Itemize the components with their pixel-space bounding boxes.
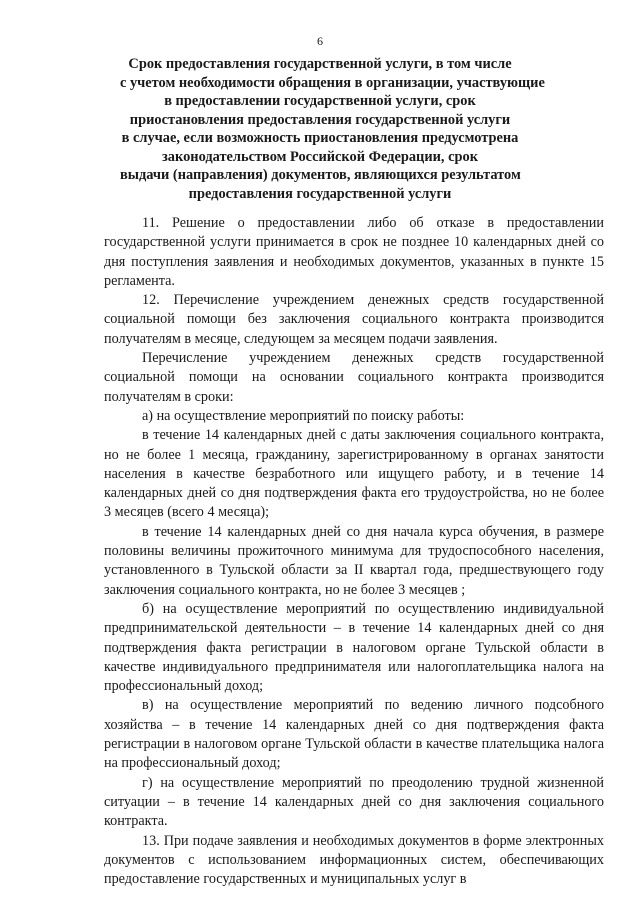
item-a-term-2: в течение 14 календарных дней со дня начала курса обучения, в размере половины величины прожиточного минимума для трудоспособного населения, установленного в Тульской области за II квартал года, предшествующего году заключения социального контракта, но не более 3 месяцев ;	[104, 523, 604, 598]
item-a: а) на осуществление мероприятий по поиску работы:	[142, 407, 465, 424]
heading-line: с учетом необходимости обращения в организации, участвующие	[120, 74, 545, 91]
heading-line: приостановления предоставления государственной услуги	[129, 111, 511, 128]
heading-line: предоставления государственной услуги	[188, 185, 452, 202]
page-number: 6	[317, 34, 323, 48]
paragraph-transfer-terms: Перечисление учреждением денежных средств государственной социальной помощи на основании социального контракта производится получателям в сроки:	[104, 350, 604, 405]
paragraph-11: 11. Решение о предоставлении либо об отказе в предоставлении государственной услуги принимается в срок не позднее 10 календарных дней со дня поступления заявления и необходимых документов, указанных в пункте 15 регламента.	[104, 215, 604, 289]
document-body	[104, 214, 604, 889]
item-v: в) на осуществление мероприятий по ведению личного подсобного хозяйства – в течение 14 календарных дней со дня подтверждения факта регистрации в налоговом органе Тульской области в качестве плательщика налога на профессиональный доход;	[104, 697, 604, 772]
item-b: б) на осуществление мероприятий по осуществлению индивидуальной предпринимательской деятельности – в течение 14 календарных дней со дня подтверждения факта регистрации в налоговом органе Тульской области в качестве индивидуального предпринимателя или налогоплательщика налога на профессиональный доход;	[104, 600, 604, 695]
heading-line: в случае, если возможность приостановления предусмотрена	[121, 130, 519, 146]
heading-line: выдачи (направления) документов, являющихся результатом	[120, 167, 521, 183]
item-g: г) на осуществление мероприятий по преодолению трудной жизненной ситуации – в течение 14 календарных дней со дня заключения социального контракта.	[104, 774, 604, 830]
item-a-term-1: в течение 14 календарных дней с даты заключения социального контракта, но не более 1 месяца, гражданину, зарегистрированному в органах занятости населения в качестве безработного или ищущего работу, и в течение 14 календарных дней со дня подтверждения факта его трудоустройства, но не более 3 месяцев (всего 4 месяца);	[104, 427, 604, 521]
paragraph-12: 12. Перечисление учреждением денежных средств государственной социальной помощи без заключения социального контракта производится получателям в месяце, следующем за месяцем подачи заявления.	[104, 292, 604, 347]
heading-line: в предоставлении государственной услуги, срок	[164, 93, 476, 109]
paragraph-13: 13. При подаче заявления и необходимых документов в форме электронных документов с использованием информационных систем, обеспечивающих предоставление государственных и муниципальных услуг в	[104, 832, 604, 888]
heading-line: законодательством Российской Федерации, срок	[162, 148, 478, 165]
heading-line: Срок предоставления государственной услуги, в том числе	[128, 56, 512, 72]
section-heading	[120, 55, 545, 203]
